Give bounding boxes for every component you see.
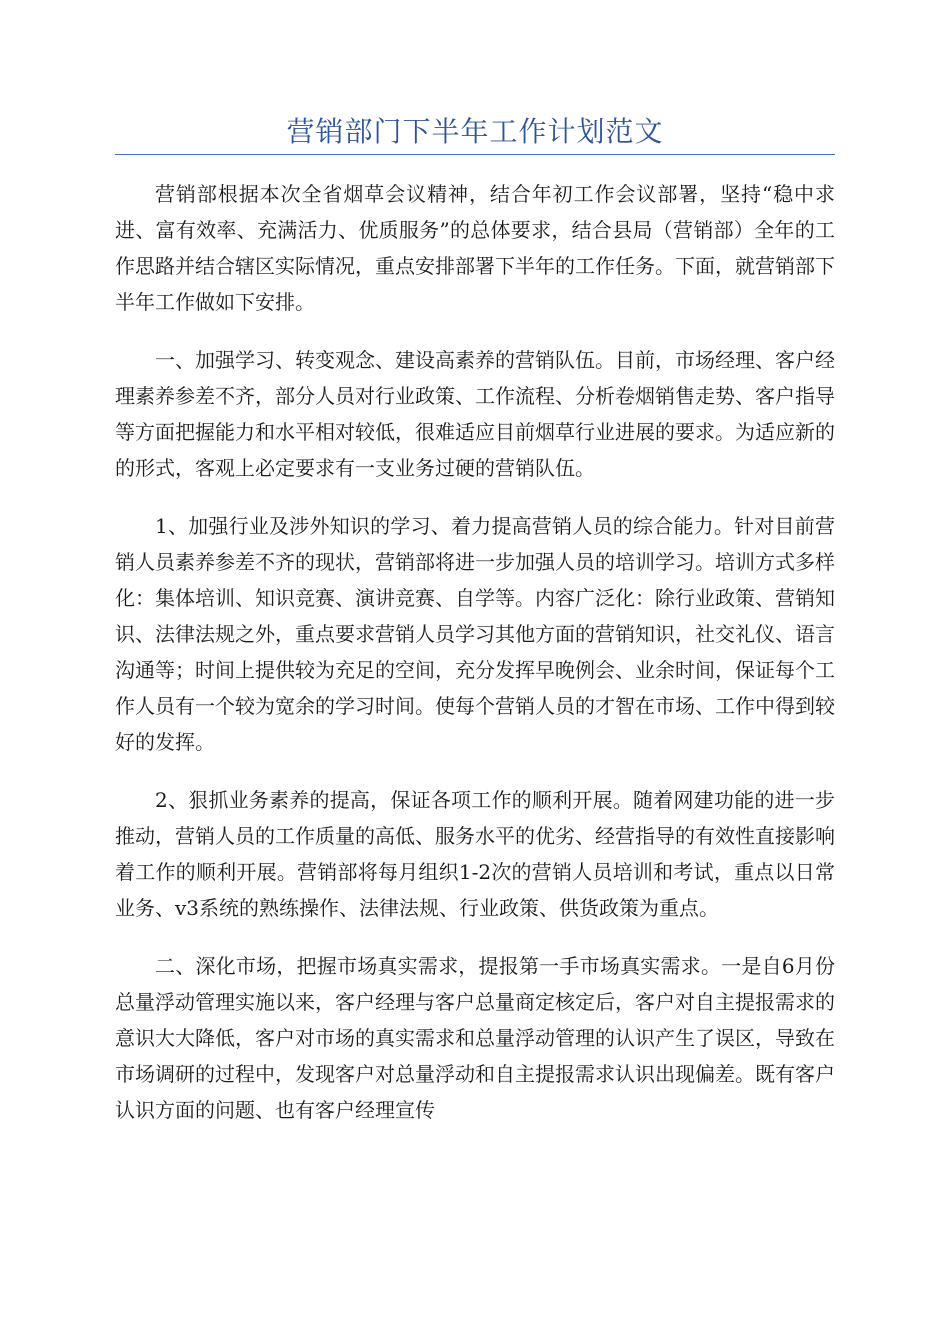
document-title: 营销部门下半年工作计划范文: [286, 115, 664, 148]
paragraph-intro: 营销部根据本次全省烟草会议精神，结合年初工作会议部署，坚持“稳中求进、富有效率、充满活力、优质服务”的总体要求，结合县局（营销部）全年的工作思路并结合辖区实际情况，重点安排部署下半年的工作任务。下面，就营销部下半年工作做如下安排。: [115, 182, 835, 314]
paragraph-section-2: 二、深化市场，把握市场真实需求，提报第一手市场真实需求。一是自6月份总量浮动管理实施以来，客户经理与客户总量商定核定后，客户对自主提报需求的意识大大降低，客户对市场的真实需求和总量浮动管理的认识产生了误区，导致在市场调研的过程中，发现客户对总量浮动和自主提报需求认识出现偏差。既有客户认识方面的问题、也有客户经理宣传: [115, 954, 835, 1122]
paragraph-section-1: 一、加强学习、转变观念、建设高素养的营销队伍。目前，市场经理、客户经理素养参差不齐，部分人员对行业政策、工作流程、分析卷烟销售走势、客户指导等方面把握能力和水平相对较低，很难适应目前烟草行业进展的要求。为适应新的的形式，客观上必定要求有一支业务过硬的营销队伍。: [115, 348, 835, 480]
paragraph-item-2: 2、狠抓业务素养的提高，保证各项工作的顺利开展。随着网建功能的进一步推动，营销人员的工作质量的高低、服务水平的优劣、经营指导的有效性直接影响着工作的顺利开展。营销部将每月组织1-2次的营销人员培训和考试，重点以日常业务、v3系统的熟练操作、法律法规、行业政策、供货政策为重点。: [115, 788, 835, 920]
paragraph-item-1: 1、加强行业及涉外知识的学习、着力提高营销人员的综合能力。针对目前营销人员素养参差不齐的现状，营销部将进一步加强人员的培训学习。培训方式多样化：集体培训、知识竞赛、演讲竞赛、自学等。内容广泛化：除行业政策、营销知识、法律法规之外，重点要求营销人员学习其他方面的营销知识，社交礼仪、语言沟通等；时间上提供较为充足的空间，充分发挥早晚例会、业余时间，保证每个工作人员有一个较为宽余的学习时间。使每个营销人员的才智在市场、工作中得到较好的发挥。: [115, 514, 835, 754]
document-body: [115, 176, 835, 1150]
title-underline: [115, 154, 835, 155]
